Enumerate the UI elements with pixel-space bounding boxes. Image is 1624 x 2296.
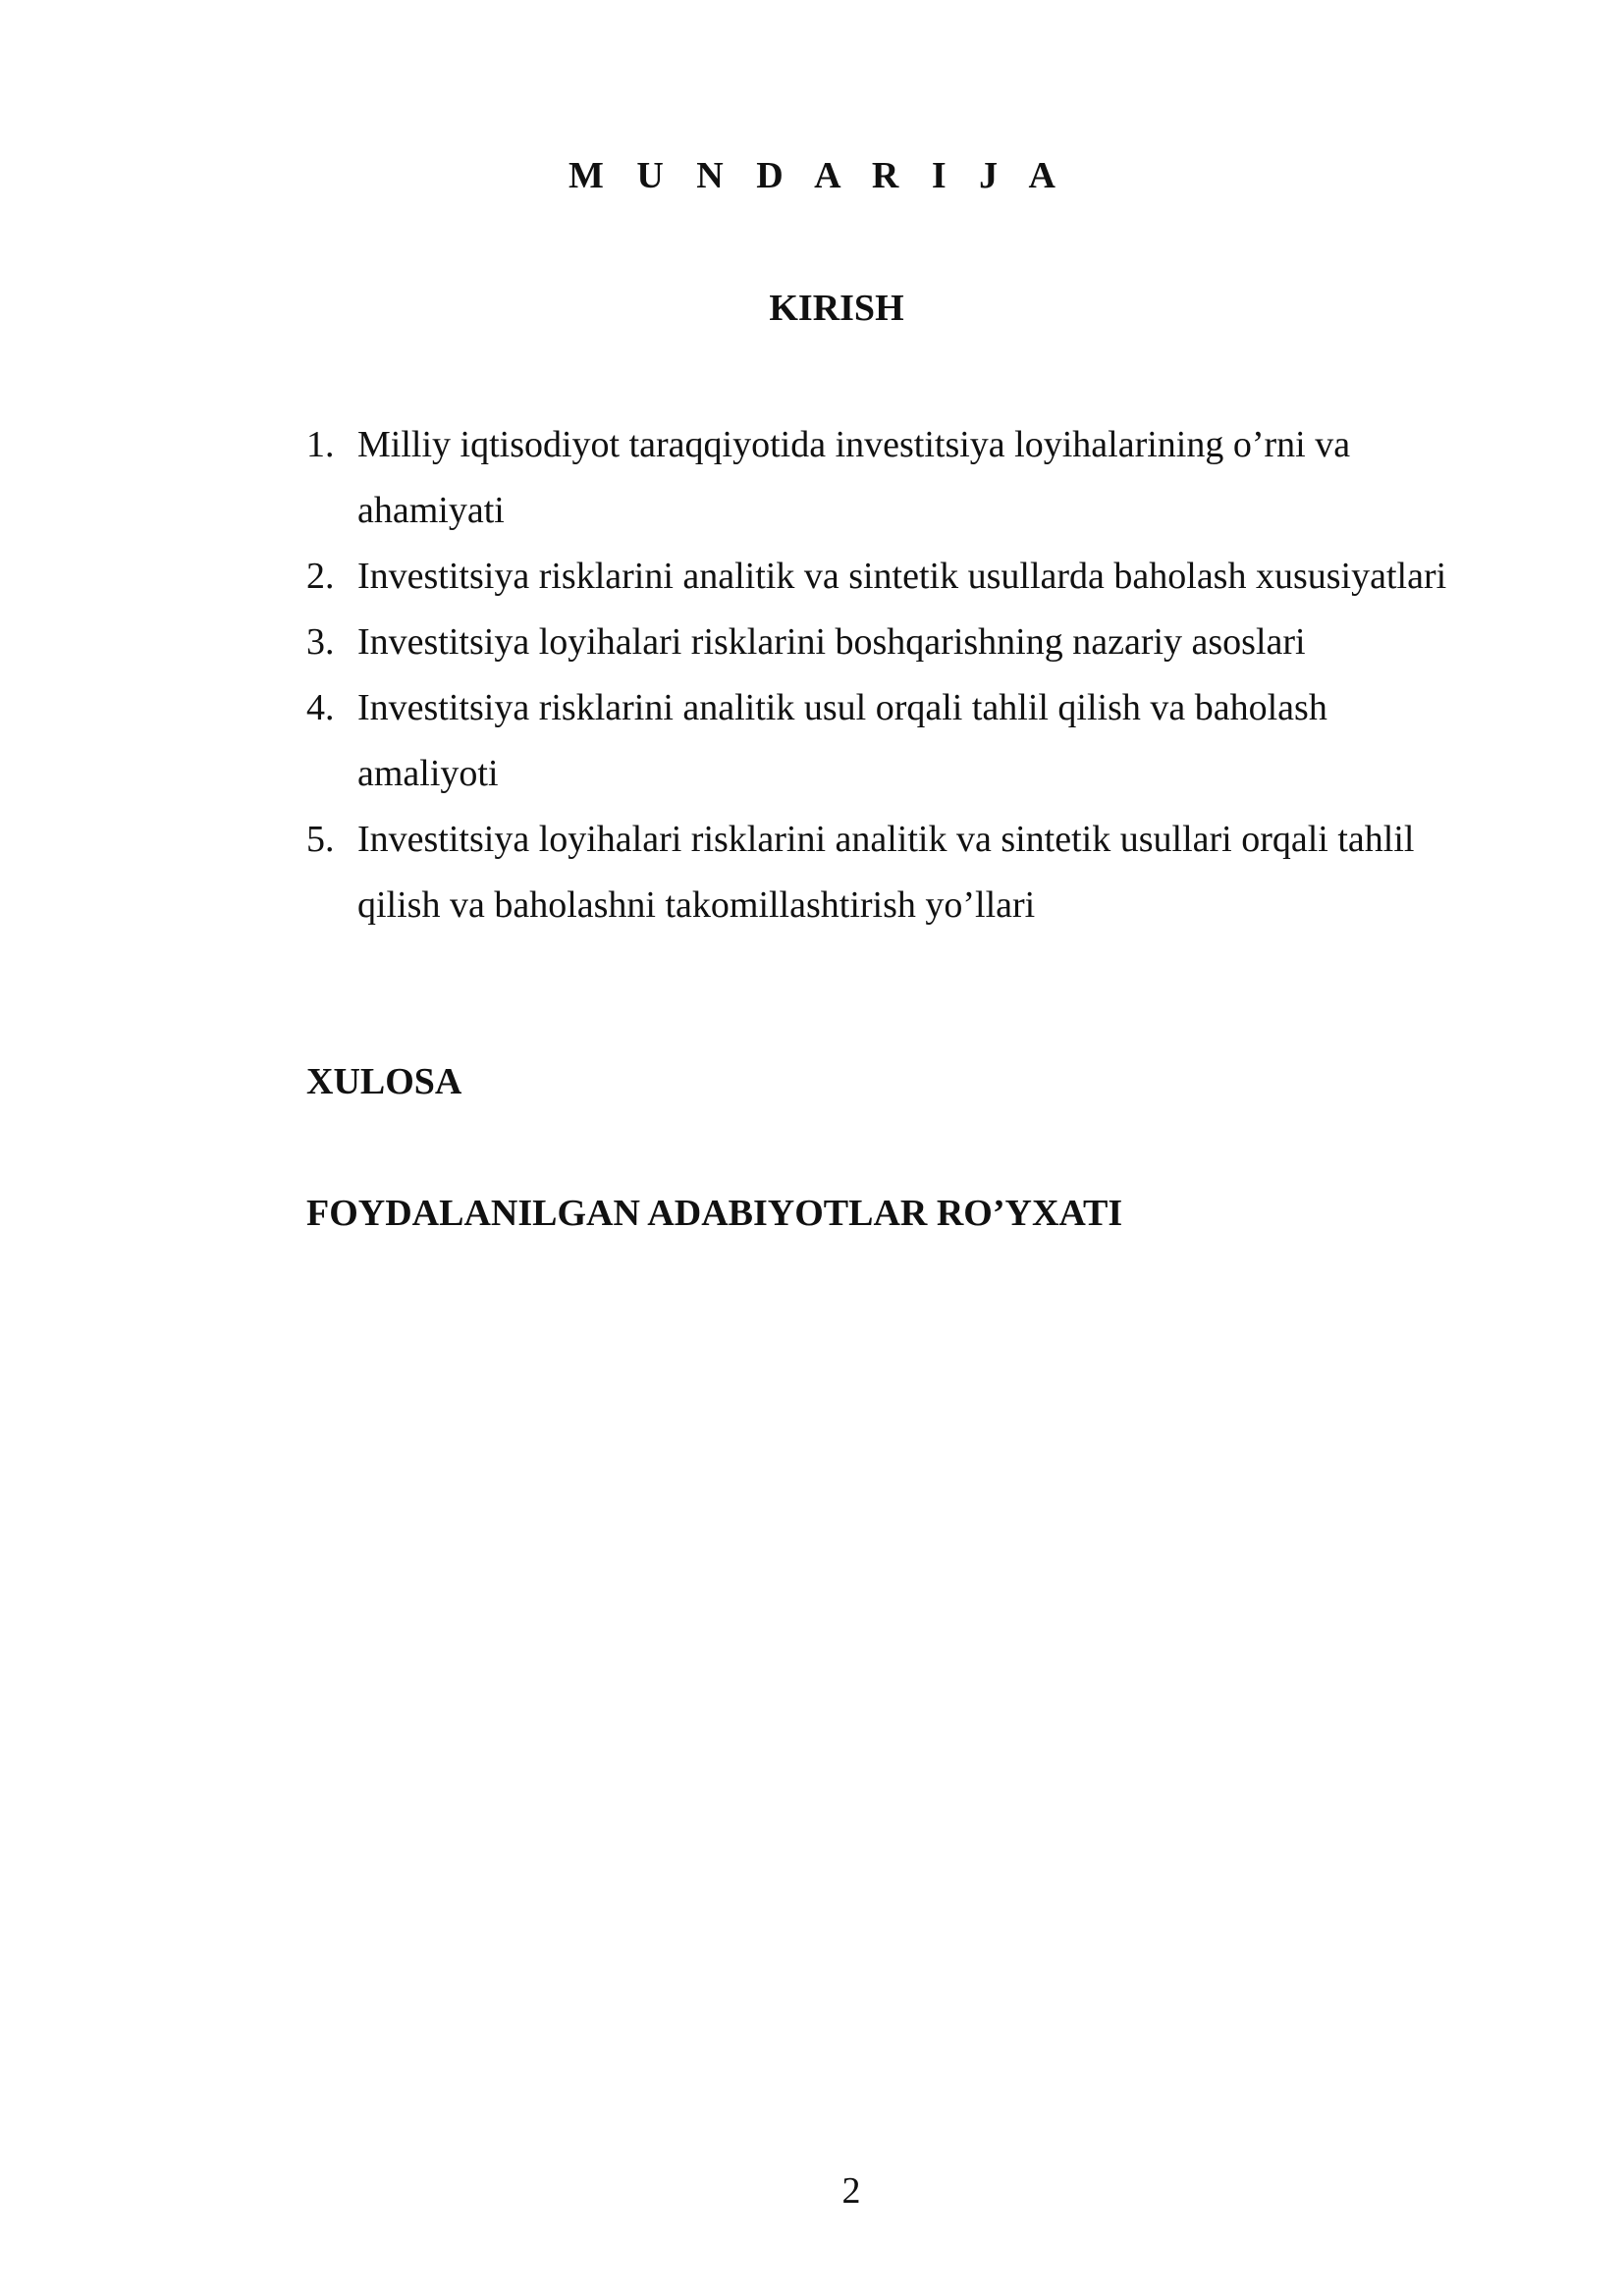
- toc-item-text: Investitsiya loyihalari risklarini analitik va sintetik usullari orqali tahlil qilish va baholashni takomillashtirish yo’llari: [357, 819, 1415, 926]
- toc-item-text: Milliy iqtisodiyot taraqqiyotida investitsiya loyihalarining o’rni va ahamiyati: [357, 424, 1351, 531]
- toc-item-text: Investitsiya risklarini analitik va sintetik usullarda baholash xususiyatlari: [357, 556, 1447, 597]
- toc-item-text: Investitsiya loyihalari risklarini boshqarishning nazariy asoslari: [357, 621, 1306, 663]
- toc-item-number: 4.: [306, 687, 335, 728]
- toc-item-number: 3.: [306, 621, 335, 663]
- table-of-contents: [306, 412, 1465, 938]
- toc-item-2: [306, 544, 1465, 610]
- references-heading: FOYDALANILGAN ADABIYOTLAR RO’YXATI: [306, 1193, 1123, 1234]
- toc-item-4: [306, 675, 1465, 807]
- toc-item-number: 1.: [306, 424, 335, 465]
- toc-item-3: [306, 610, 1465, 675]
- toc-item-text: Investitsiya risklarini analitik usul orqali tahlil qilish va baholash amaliyoti: [357, 687, 1327, 794]
- toc-item-number: 5.: [306, 819, 335, 860]
- page-number: 2: [841, 2170, 861, 2212]
- toc-item-1: [306, 412, 1465, 544]
- toc-item-number: 2.: [306, 556, 335, 597]
- page-title: M U N D A R I J A: [568, 155, 1068, 196]
- toc-item-5: [306, 807, 1465, 938]
- conclusion-heading: XULOSA: [306, 1061, 462, 1102]
- intro-heading: KIRISH: [769, 288, 904, 329]
